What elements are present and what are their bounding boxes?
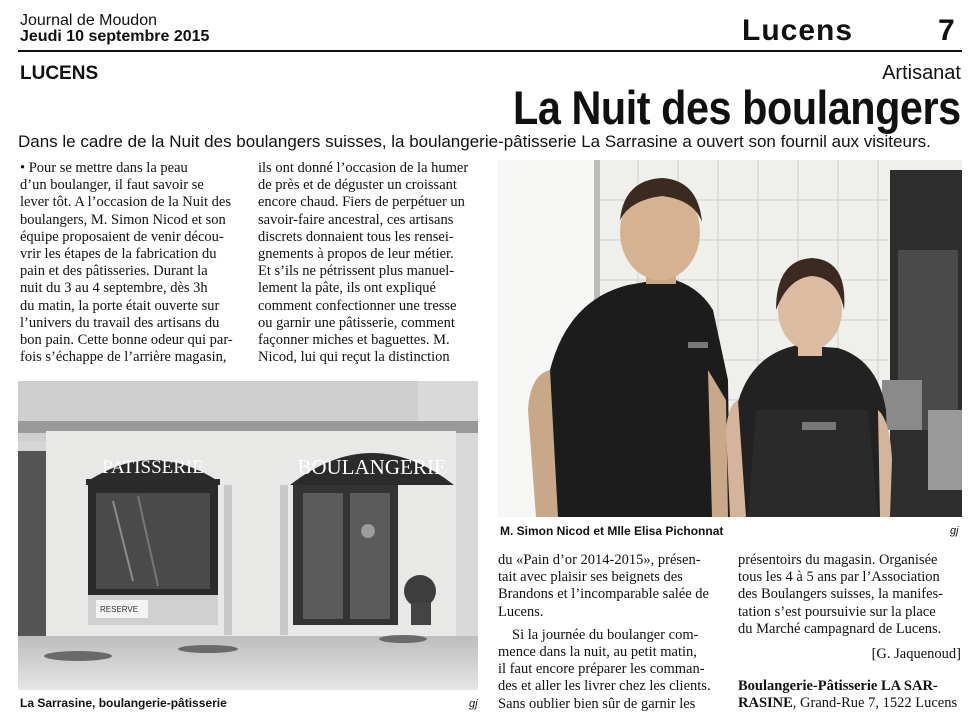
article-kicker: Artisanat [882, 62, 961, 84]
body-paragraph: présentoirs du magasin. Organisée tous les 4 à 5 ans par l’Association des Boulangers suisses, la manifes- tation s’est poursuivie sur la place du Marché campagnard de Lucens. [738, 552, 943, 637]
bakers-photo [498, 160, 962, 517]
article-rubric: LUCENS [20, 63, 99, 84]
shop-sign-boulangerie: BOULANGERIE [297, 455, 447, 479]
reserved-plate: RESERVE [100, 605, 139, 614]
article-lead: Dans le cadre de la Nuit des boulangers suisses, la boulangerie-pâtisserie La Sarrasine a ouvert son fournil aux visiteurs. [18, 132, 931, 151]
journal-name: Journal de Moudon [20, 12, 157, 29]
shop-sign-patisserie: PATISSERIE [102, 457, 204, 478]
shop-photo-credit: gj [469, 698, 478, 710]
article-column-1 [20, 160, 242, 366]
header-rule [18, 50, 962, 52]
shop-front-illustration [18, 381, 478, 690]
shop-name: Boulangerie-Pâtisserie LA SAR- RASINE [738, 678, 938, 711]
shop-address [738, 678, 962, 712]
body-paragraph: • Pour se mettre dans la peau d’un boulanger, il faut savoir se lever tôt. A l’occasion de la Nuit des boulangers, M. Simon Nicod et son équipe proposaient de venir décou- vrir les étapes de la fabrication du pain et des pâtisseries. Durant la nuit du 3 au 4 septembre, dès 3h du matin, la porte était ouverte sur l’univers du travail des artisans du bon pain. Cette bonne odeur qui par- fois s’échappe de l’arrière magasin, [20, 160, 233, 366]
issue-date: Jeudi 10 septembre 2015 [20, 28, 210, 45]
bakers-photo-credit: gj [950, 525, 959, 537]
page-number: 7 [938, 14, 955, 47]
author-signature: [G. Jaquenoud] [871, 646, 961, 662]
shop-front-photo [18, 381, 478, 690]
bakers-photo-caption: M. Simon Nicod et Mlle Elisa Pichonnat [500, 524, 724, 538]
article-column-2 [258, 160, 482, 366]
body-paragraph: Si la journée du boulanger com- mence dans la nuit, au petit matin, il faut encore préparer les comman- des et aller les livrer chez les clients. Sans oublier bien sûr de garnir les [498, 626, 711, 712]
body-paragraph: ils ont donné l’occasion de la humer de près et de déguster un croissant encore chaud. Fiers de perpétuer un savoir-faire ancestral, ces artisans discrets donnaient tous les rensei- gnements à propos de leur métier. Et s’ils ne pétrissent plus manuel- lement la pâte, ils ont expliqué comment confectionner une tresse ou garnir une pâtisserie, comment façonner miches et baguettes. M. Nicod, lui qui reçut la distinction [258, 160, 469, 366]
shop-street: , Grand-Rue 7, 1522 Lucens [792, 695, 958, 711]
article-column-4 [738, 552, 962, 638]
body-paragraph: du «Pain d’or 2014-2015», présen- tait avec plaisir ses beignets des Brandons et l’incomparable salée de Lucens. [498, 552, 709, 620]
section-title: Lucens [742, 14, 854, 47]
shop-photo-caption: La Sarrasine, boulangerie-pâtisserie [20, 696, 227, 710]
bakers-illustration [498, 160, 962, 517]
article-headline: La Nuit des boulangers [513, 81, 961, 134]
article-column-3 [498, 552, 722, 713]
